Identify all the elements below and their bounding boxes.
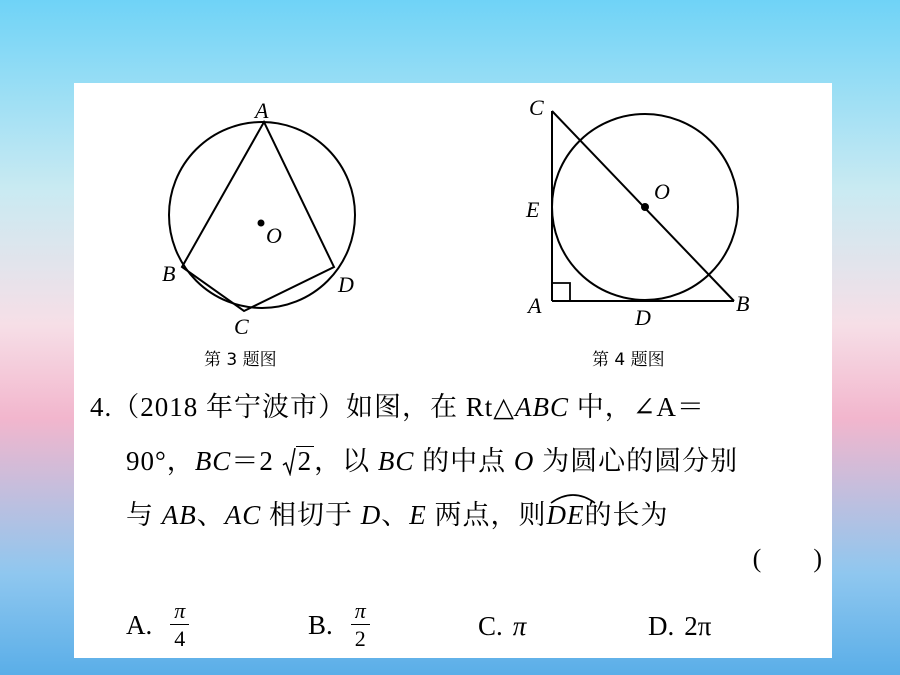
sqrt-expression (282, 446, 315, 477)
arc-mark-icon (549, 490, 597, 504)
q3-text-c: 相切于 (261, 500, 361, 530)
q3-d: D (360, 500, 382, 530)
q3-ab: AB (161, 500, 197, 530)
q3-e: E (409, 500, 427, 530)
slide-page (74, 83, 832, 658)
option-c-value: π (512, 611, 527, 641)
figure-3-diagram (154, 93, 374, 338)
q2-text-d: 的中点 (414, 446, 514, 476)
q3-text-g: 的长为 (584, 500, 669, 530)
fig3-label-a: A (255, 98, 269, 123)
q2-text-b: ＝2 (231, 446, 282, 476)
option-a[interactable] (126, 598, 189, 653)
option-c[interactable] (478, 611, 526, 642)
figure-4-caption: 第 4 题图 (592, 350, 665, 370)
fig3-label-d: D (338, 272, 354, 297)
option-a-fraction (170, 598, 189, 653)
fig4-label-o: O (654, 179, 670, 204)
q2-bc2: BC (377, 446, 415, 476)
option-d[interactable] (648, 611, 711, 642)
option-b-label: B. (308, 610, 333, 640)
arc-de-label: DE (546, 500, 585, 530)
q2-text-c: ，以 (314, 446, 378, 476)
option-b-numerator: π (351, 598, 370, 625)
arc-de (547, 500, 585, 531)
figure-4 (524, 93, 764, 343)
figure-3 (154, 93, 374, 343)
fig3-label-c: C (234, 314, 249, 338)
question-line-1 (90, 385, 705, 424)
q1-abc: ABC (515, 392, 570, 422)
fig4-label-d: D (635, 305, 651, 330)
fig4-label-a: A (528, 293, 542, 318)
q3-text-f: 两点，则 (426, 500, 547, 530)
q2-o: O (513, 446, 535, 476)
q3-text-a: 与 (126, 500, 162, 530)
q3-text-b: 、 (196, 500, 225, 530)
question-line-3 (126, 493, 669, 532)
q1-text-b: 中，∠A＝ (569, 392, 705, 422)
option-a-denominator: 4 (174, 626, 186, 651)
fig3-label-b: B (162, 261, 176, 286)
option-b[interactable] (308, 598, 370, 653)
option-b-fraction (351, 598, 370, 653)
option-b-denominator: 2 (354, 626, 366, 651)
option-a-label: A. (126, 610, 153, 640)
option-c-label: C. (478, 611, 503, 641)
q1-text-a: 4.（2018 年宁波市）如图，在 Rt△ (90, 392, 516, 422)
option-d-value: 2π (684, 611, 712, 641)
fig4-label-b: B (736, 291, 750, 316)
figure-4-diagram (524, 93, 764, 338)
fig4-label-c: C (529, 95, 544, 120)
sqrt-radicand: 2 (297, 446, 313, 476)
q2-bc: BC (194, 446, 232, 476)
q2-text-a: 90°， (126, 446, 195, 476)
q2-text-e: 为圆心的圆分别 (534, 446, 739, 476)
answer-parentheses: ( ) (752, 544, 822, 573)
fig4-label-e: E (526, 197, 540, 222)
radical-sign-icon (282, 448, 296, 476)
question-line-2 (126, 439, 738, 478)
q3-text-e: 、 (381, 500, 410, 530)
option-d-label: D. (648, 611, 675, 641)
q3-ac: AC (224, 500, 262, 530)
fig3-label-o: O (266, 223, 282, 248)
figure-3-caption: 第 3 题图 (204, 350, 277, 370)
option-a-numerator: π (170, 598, 189, 625)
